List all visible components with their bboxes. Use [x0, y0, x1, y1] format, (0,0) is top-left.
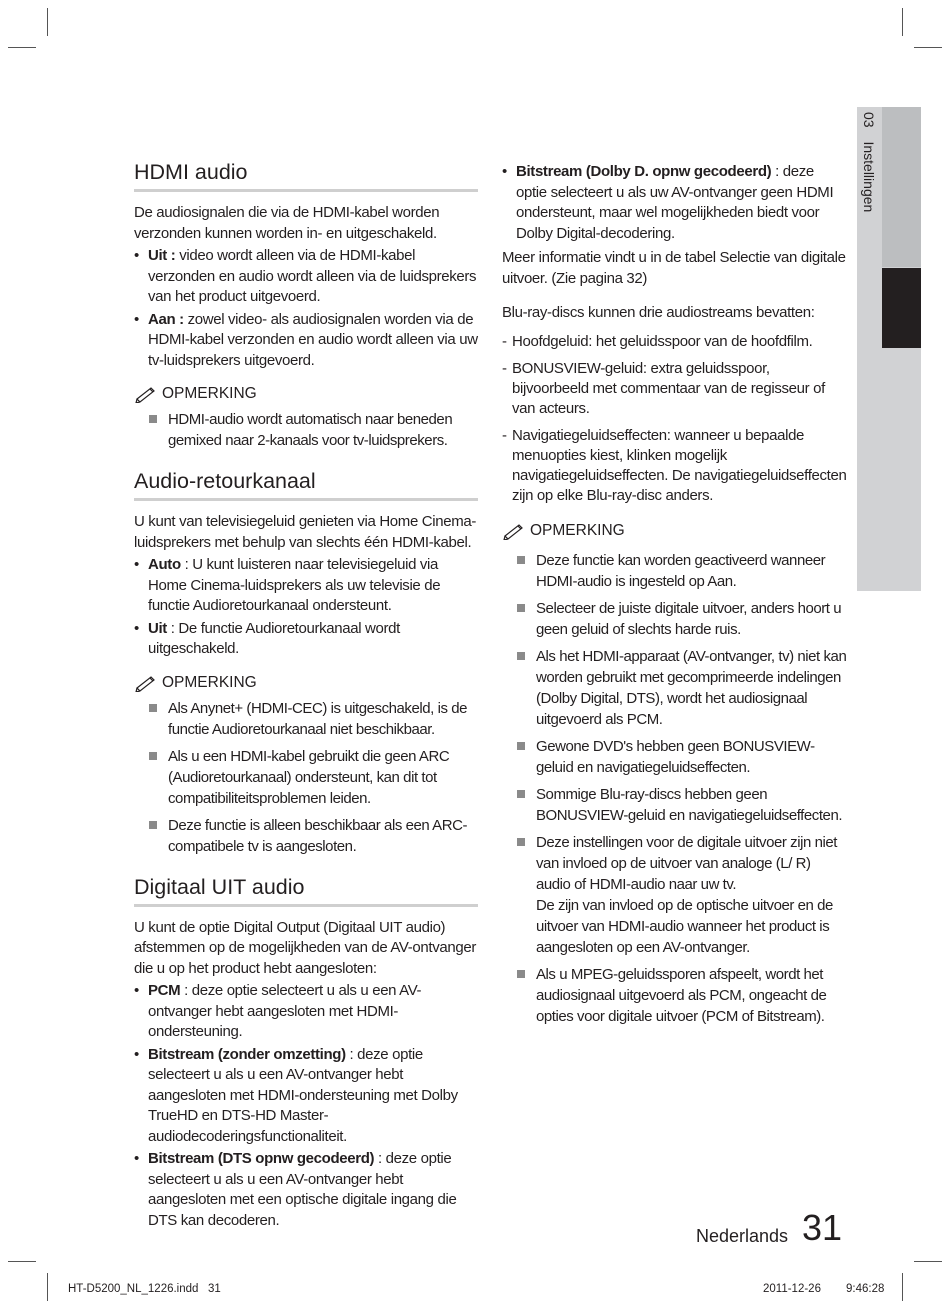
crop-mark: [914, 47, 942, 48]
chapter-title: Instellingen: [861, 141, 877, 213]
bluray-intro: Blu-ray-discs kunnen drie audiostreams bevatten:: [502, 304, 815, 321]
digital-out-intro: U kunt de optie Digital Output (Digitaal UIT audio) afstemmen op de mogelijkheden van de AV-ontvanger die u op het product hebt aangesloten:: [134, 918, 476, 977]
list-item: • Bitstream (Dolby D. opnw gecodeerd) : deze optie selecteert u als uw AV-ontvanger geen HDMI ondersteunt, maar wel mogelijkheden biedt voor Dolby Digital-decodering.: [502, 162, 848, 244]
square-bullet-icon: [149, 752, 157, 760]
note-item: Als Anynet+ (HDMI-CEC) is uitgeschakeld, is de functie Audioretourkanaal niet beschikbaar.: [134, 698, 478, 740]
section-title-hdmi-audio: HDMI audio: [134, 158, 478, 192]
slug-time: 9:46:28: [846, 1283, 885, 1295]
chapter-tab-label: [856, 112, 882, 312]
square-bullet-icon: [517, 652, 525, 660]
note-item: Als u een HDMI-kabel gebruikt die geen ARC (Audioretourkanaal) ondersteunt, kan dit tot compatibiliteitsproblemen leiden.: [134, 746, 478, 809]
crop-mark: [902, 1273, 903, 1301]
list-item: • Aan : zowel video- als audiosignalen worden via de HDMI-kabel verzonden en audio wordt alleen via uw tv-luidsprekers uitgevoerd.: [134, 310, 478, 372]
right-column: [502, 162, 848, 1033]
pencil-icon: [134, 385, 160, 403]
list-item: - Hoofdgeluid: het geluidsspoor van de hoofdfilm.: [502, 332, 848, 352]
chapter-tab-stripe: [882, 107, 921, 267]
bluray-streams: [502, 332, 848, 506]
pencil-icon: [502, 522, 528, 540]
crop-mark: [8, 1261, 36, 1262]
square-bullet-icon: [517, 742, 525, 750]
crop-mark: [902, 8, 903, 36]
footer-language: Nederlands: [696, 1226, 789, 1246]
crop-mark: [47, 8, 48, 36]
note-heading: OPMERKING: [502, 520, 848, 542]
list-item: • Bitstream (zonder omzetting) : deze optie selecteert u als u een AV-ontvanger hebt aangesloten met HDMI-ondersteuning met Dolby TrueHD en DTS-HD Master-audiodecoderingsfunctionaliteit.: [134, 1045, 478, 1148]
square-bullet-icon: [149, 821, 157, 829]
square-bullet-icon: [517, 604, 525, 612]
note-heading: OPMERKING: [134, 672, 478, 694]
arc-options: [134, 555, 478, 660]
page-number: 31: [802, 1207, 843, 1248]
hdmi-audio-notes: [134, 409, 478, 451]
note-item: Selecteer de juiste digitale uitvoer, anders hoort u geen geluid of slechts harde ruis.: [502, 598, 848, 640]
list-item: • Auto : U kunt luisteren naar televisiegeluid via Home Cinema-luidsprekers als uw televisie de functie Audioretourkanaal ondersteunt.: [134, 555, 478, 617]
left-column: [134, 158, 478, 1233]
square-bullet-icon: [149, 704, 157, 712]
arc-intro: U kunt van televisiegeluid genieten via Home Cinema-luidsprekers met behulp van slechts één HDMI-kabel.: [134, 513, 476, 551]
note-item: Sommige Blu-ray-discs hebben geen BONUSVIEW-geluid en navigatiegeluidseffecten.: [502, 784, 848, 826]
hdmi-audio-options: [134, 246, 478, 371]
list-item: • Uit : video wordt alleen via de HDMI-kabel verzonden en audio wordt alleen via de luidsprekers van het product uitgevoerd.: [134, 246, 478, 308]
note-item: Deze instellingen voor de digitale uitvoer zijn niet van invloed op de uitvoer van analoge (L/ R) audio of HDMI-audio naar uw tv. De zijn van invloed op de optische uitvoer en de uitvoer van HDMI-audio wanneer het product is aangesloten op een AV-ontvanger.: [502, 832, 848, 958]
list-item: • PCM : deze optie selecteert u als u een AV-ontvanger hebt aangesloten met HDMI-ondersteuning.: [134, 981, 478, 1043]
note-item: Deze functie is alleen beschikbaar als een ARC-compatibele tv is aangesloten.: [134, 815, 478, 857]
list-item: • Bitstream (DTS opnw gecodeerd) : deze optie selecteert u als u een AV-ontvanger hebt aangesloten met een optische digitale ingang die DTS kan decoderen.: [134, 1149, 478, 1231]
section-title-arc: Audio-retourkanaal: [134, 467, 478, 501]
square-bullet-icon: [149, 415, 157, 423]
crop-mark: [914, 1261, 942, 1262]
note-item: Als u MPEG-geluidssporen afspeelt, wordt het audiosignaal uitgevoerd als PCM, ongeacht de opties voor digitale uitvoer (PCM of Bitstream).: [502, 964, 848, 1027]
section-title-digital-out: Digitaal UIT audio: [134, 873, 478, 907]
square-bullet-icon: [517, 790, 525, 798]
slug-date: 2011-12-26: [763, 1283, 821, 1295]
square-bullet-icon: [517, 970, 525, 978]
chapter-tab-marker: [882, 268, 921, 348]
bluray-notes: [502, 550, 848, 1027]
arc-notes: [134, 698, 478, 857]
note-item: Gewone DVD's hebben geen BONUSVIEW-geluid en navigatiegeluidseffecten.: [502, 736, 848, 778]
pencil-icon: [134, 674, 160, 692]
digital-out-options: [134, 981, 478, 1231]
note-item: HDMI-audio wordt automatisch naar beneden gemixed naar 2-kanaals voor tv-luidsprekers.: [134, 409, 478, 451]
crop-mark: [8, 47, 36, 48]
list-item: • Uit : De functie Audioretourkanaal wordt uitgeschakeld.: [134, 619, 478, 660]
hdmi-audio-intro: De audiosignalen die via de HDMI-kabel worden verzonden kunnen worden in- en uitgeschakeld.: [134, 204, 440, 242]
more-info-text: Meer informatie vindt u in de tabel Selectie van digitale uitvoer. (Zie pagina 32): [502, 249, 846, 287]
square-bullet-icon: [517, 838, 525, 846]
crop-mark: [47, 1273, 48, 1301]
note-heading: OPMERKING: [134, 383, 478, 405]
slug-file-name: HT-D5200_NL_1226.indd 31: [68, 1283, 221, 1295]
note-item: Als het HDMI-apparaat (AV-ontvanger, tv) niet kan worden gebruikt met gecomprimeerde indelingen (Dolby Digital, DTS), wordt het audiosignaal uitgevoerd als PCM.: [502, 646, 848, 730]
list-item: - Navigatiegeluidseffecten: wanneer u bepaalde menuopties kiest, klinken mogelijk navigatiegeluidseffecten. De navigatiegeluidseffecten zijn op elke Blu-ray-disc anders.: [502, 426, 848, 506]
note-item: Deze functie kan worden geactiveerd wanneer HDMI-audio is ingesteld op Aan.: [502, 550, 848, 592]
square-bullet-icon: [517, 556, 525, 564]
digital-out-options-continued: [502, 162, 848, 244]
list-item: - BONUSVIEW-geluid: extra geluidsspoor, bijvoorbeeld met commentaar van de regisseur of van acteurs.: [502, 359, 848, 419]
chapter-number: 03: [861, 112, 877, 128]
